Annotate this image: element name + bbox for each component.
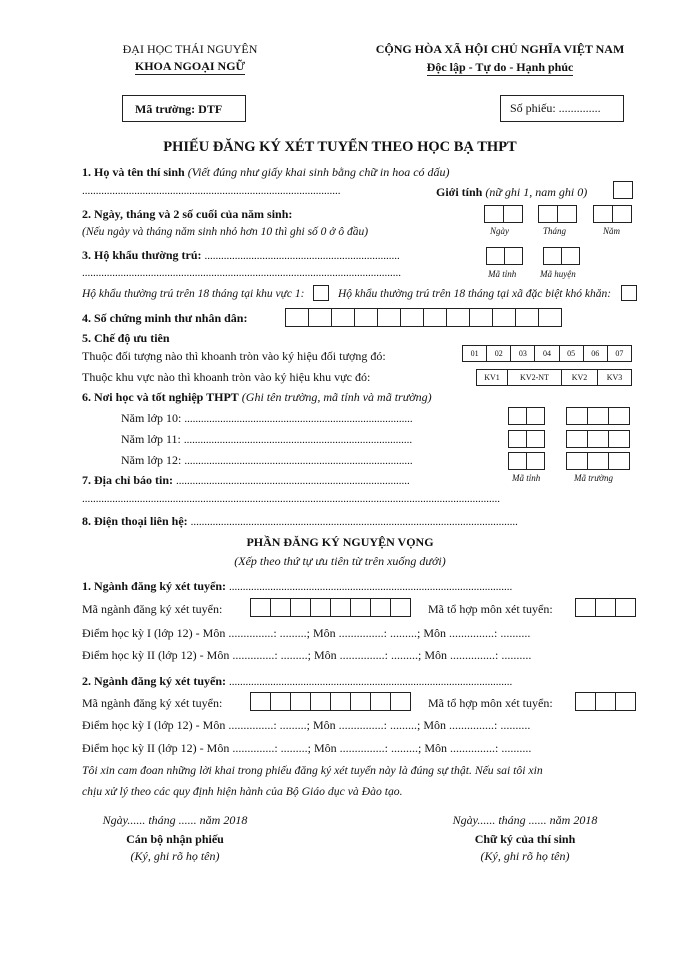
gender-box[interactable] bbox=[613, 181, 633, 199]
month-label: Tháng bbox=[543, 226, 567, 236]
target-02[interactable]: 02 bbox=[486, 346, 510, 361]
s8-row bbox=[82, 515, 632, 528]
faculty-name-text: KHOA NGOẠI NGỮ bbox=[134, 59, 246, 73]
faculty-name bbox=[95, 60, 285, 72]
gender-note: (nữ ghi 1, nam ghi 0) bbox=[485, 185, 588, 199]
birth-year-cells[interactable] bbox=[593, 205, 632, 223]
area-kv3[interactable]: KV3 bbox=[597, 370, 631, 385]
target-04[interactable]: 04 bbox=[534, 346, 558, 361]
g10-school-cells[interactable] bbox=[566, 407, 630, 425]
gender-row bbox=[436, 186, 587, 198]
year-label: Năm bbox=[603, 226, 621, 236]
w1-row bbox=[82, 580, 637, 593]
school-code: Mã trường: DTF bbox=[135, 102, 223, 116]
target-01[interactable]: 01 bbox=[470, 349, 479, 358]
s5-label: 5. Chế độ ưu tiên bbox=[82, 331, 170, 345]
w1-major-code-cells[interactable] bbox=[250, 598, 411, 617]
residence-province-cells[interactable] bbox=[486, 247, 523, 265]
grade12-row bbox=[121, 454, 413, 467]
s2-label: 2. Ngày, tháng và 2 số cuối của năm sinh: bbox=[82, 207, 293, 221]
area-kv2nt[interactable]: KV2-NT bbox=[507, 370, 561, 385]
s7-label: 7. Địa chỉ báo tin: bbox=[82, 473, 174, 487]
s4-label: 4. Số chứng minh thư nhân dân: bbox=[82, 311, 248, 325]
w1-dots[interactable]: ....................................................................................................... bbox=[229, 581, 513, 593]
gender-label: Giới tính bbox=[436, 185, 483, 199]
grade10-row bbox=[121, 412, 413, 425]
w2-combo-code-cells[interactable] bbox=[575, 692, 636, 711]
w2-row bbox=[82, 675, 637, 688]
residence-district-cells[interactable] bbox=[543, 247, 580, 265]
grade10-label: Năm lớp 10: bbox=[121, 411, 182, 425]
s1-note: (Viết đúng như giấy khai sinh bằng chữ in hoa có dấu) bbox=[187, 165, 450, 179]
w2-term2-scores[interactable]: Điểm học kỳ II (lớp 12) - Môn ..............: .........; Môn ...............: .........; Môn ...............: .......... bbox=[82, 741, 532, 755]
g12-school-cells[interactable] bbox=[566, 452, 630, 470]
w2-major-code-cells[interactable] bbox=[250, 692, 411, 711]
s8-label: 8. Điện thoại liên hệ: bbox=[82, 515, 188, 528]
target-05[interactable]: 05 bbox=[559, 346, 583, 361]
special-box[interactable] bbox=[621, 285, 637, 301]
university-name: ĐẠI HỌC THÁI NGUYÊN bbox=[122, 42, 258, 56]
g11-province-cells[interactable] bbox=[508, 430, 545, 448]
kv1-note: Hộ khẩu thường trú trên 18 tháng tại khu vực 1: bbox=[82, 288, 305, 300]
area-kv1[interactable]: KV1 bbox=[484, 373, 500, 382]
s6-school-code-label: Mã trường bbox=[574, 473, 613, 483]
s7-dots1[interactable]: ..................................................................................... bbox=[176, 475, 410, 487]
district-code-label: Mã huyện bbox=[540, 269, 576, 279]
s7-row bbox=[82, 474, 410, 487]
pledge-line-1: Tôi xin cam đoan những lời khai trong phiếu đăng ký xét tuyển này là đúng sự thật. Nếu sai tôi xin bbox=[82, 764, 543, 777]
w1-combo-code-cells[interactable] bbox=[575, 598, 636, 617]
grade11-label: Năm lớp 11: bbox=[121, 432, 181, 446]
area-codes[interactable] bbox=[476, 369, 632, 386]
s3-dots1[interactable]: ....................................................................... bbox=[204, 250, 400, 262]
country-name: CỘNG HÒA XÃ HỘI CHỦ NGHĨA VIỆT NAM bbox=[375, 42, 625, 56]
s1-name-dots[interactable]: .............................................................................................. bbox=[82, 185, 341, 197]
w1-term1-scores[interactable]: Điểm học kỳ I (lớp 12) - Môn ...............: .........; Môn ...............: .........; Môn ...............: .......... bbox=[82, 626, 531, 640]
motto-text: Độc lập - Tự do - Hạnh phúc bbox=[426, 60, 574, 74]
wish-subtitle: (Xếp theo thứ tự ưu tiên từ trên xuống dưới) bbox=[234, 554, 446, 568]
s7-dots2[interactable]: ........................................................................................................................................................ bbox=[82, 494, 500, 505]
wish-title: PHẦN ĐĂNG KÝ NGUYỆN VỌNG bbox=[246, 535, 434, 549]
target-07[interactable]: 07 bbox=[607, 346, 631, 361]
w1-combo-code-label: Mã tổ hợp môn xét tuyển: bbox=[428, 602, 553, 616]
target-06[interactable]: 06 bbox=[583, 346, 607, 361]
s6-row bbox=[82, 391, 432, 403]
grade11-dots[interactable]: ................................................................................... bbox=[183, 434, 413, 446]
special-note: Hộ khẩu thường trú trên 18 tháng tại xã đặc biệt khó khăn: bbox=[338, 288, 612, 300]
s3-dots2[interactable]: .................................................................................................................... bbox=[82, 268, 401, 279]
area-kv2[interactable]: KV2 bbox=[561, 370, 597, 385]
w1-major-code-label: Mã ngành đăng ký xét tuyển: bbox=[82, 602, 223, 616]
w1-term2-scores[interactable]: Điểm học kỳ II (lớp 12) - Môn ..............: .........; Môn ...............: .........; Môn ...............: .......... bbox=[82, 648, 532, 662]
target-codes[interactable] bbox=[462, 345, 632, 362]
grade12-label: Năm lớp 12: bbox=[121, 453, 182, 467]
date-left: Ngày...... tháng ...... năm 2018 bbox=[102, 813, 248, 827]
candidate-signature-note: (Ký, ghi rõ họ tên) bbox=[480, 849, 570, 863]
s6-note: (Ghi tên trường, mã tỉnh và mã trường) bbox=[241, 390, 432, 404]
target-03[interactable]: 03 bbox=[510, 346, 534, 361]
s2-note: (Nếu ngày và tháng năm sinh nhỏ hơn 10 thì ghi số 0 ở ô đầu) bbox=[82, 226, 369, 238]
birth-day-cells[interactable] bbox=[484, 205, 523, 223]
province-code-label: Mã tỉnh bbox=[488, 269, 517, 279]
w2-label: 2. Ngành đăng ký xét tuyển: bbox=[82, 675, 227, 688]
day-label: Ngày bbox=[490, 226, 509, 236]
g12-province-cells[interactable] bbox=[508, 452, 545, 470]
candidate-signature-title: Chữ ký của thí sinh bbox=[474, 832, 576, 846]
s3-row bbox=[82, 249, 400, 262]
s1-row bbox=[82, 166, 450, 178]
s8-dots[interactable]: ....................................................................................................................... bbox=[190, 516, 518, 528]
id-number-cells[interactable] bbox=[285, 308, 562, 327]
pledge-line-2: chịu xử lý theo các quy định hiện hành của Bộ Giáo dục và Đào tạo. bbox=[82, 785, 403, 798]
grade12-dots[interactable]: ................................................................................... bbox=[184, 455, 413, 467]
motto bbox=[355, 61, 645, 73]
s6-label: 6. Nơi học và tốt nghiệp THPT bbox=[82, 390, 239, 404]
receiver-title: Cán bộ nhận phiếu bbox=[126, 832, 224, 846]
date-right: Ngày...... tháng ...... năm 2018 bbox=[452, 813, 598, 827]
s1-label: 1. Họ và tên thí sinh bbox=[82, 165, 185, 179]
form-title: PHIẾU ĐĂNG KÝ XÉT TUYỂN THEO HỌC BẠ THPT bbox=[163, 139, 517, 155]
g10-province-cells[interactable] bbox=[508, 407, 545, 425]
w2-term1-scores[interactable]: Điểm học kỳ I (lớp 12) - Môn ...............: .........; Môn ...............: .........; Môn ...............: .......... bbox=[82, 718, 531, 732]
s3-label: 3. Hộ khẩu thường trú: bbox=[82, 248, 202, 262]
s5-target-text: Thuộc đối tượng nào thì khoanh tròn vào ký hiệu đối tượng đó: bbox=[82, 349, 386, 363]
grade10-dots[interactable]: ................................................................................... bbox=[184, 413, 413, 425]
s5-area-text: Thuộc khu vực nào thì khoanh tròn vào ký hiệu khu vực đó: bbox=[82, 370, 371, 384]
w2-dots[interactable]: ....................................................................................................... bbox=[229, 676, 513, 688]
w1-label: 1. Ngành đăng ký xét tuyển: bbox=[82, 580, 227, 593]
w2-combo-code-label: Mã tổ hợp môn xét tuyển: bbox=[428, 696, 553, 710]
g11-school-cells[interactable] bbox=[566, 430, 630, 448]
s6-province-code-label: Mã tỉnh bbox=[512, 473, 541, 483]
receiver-note: (Ký, ghi rõ họ tên) bbox=[130, 849, 220, 863]
kv1-box[interactable] bbox=[313, 285, 329, 301]
grade11-row bbox=[121, 433, 412, 446]
birth-month-cells[interactable] bbox=[538, 205, 577, 223]
form-number: Số phiếu: .............. bbox=[510, 101, 601, 115]
w2-major-code-label: Mã ngành đăng ký xét tuyển: bbox=[82, 696, 223, 710]
